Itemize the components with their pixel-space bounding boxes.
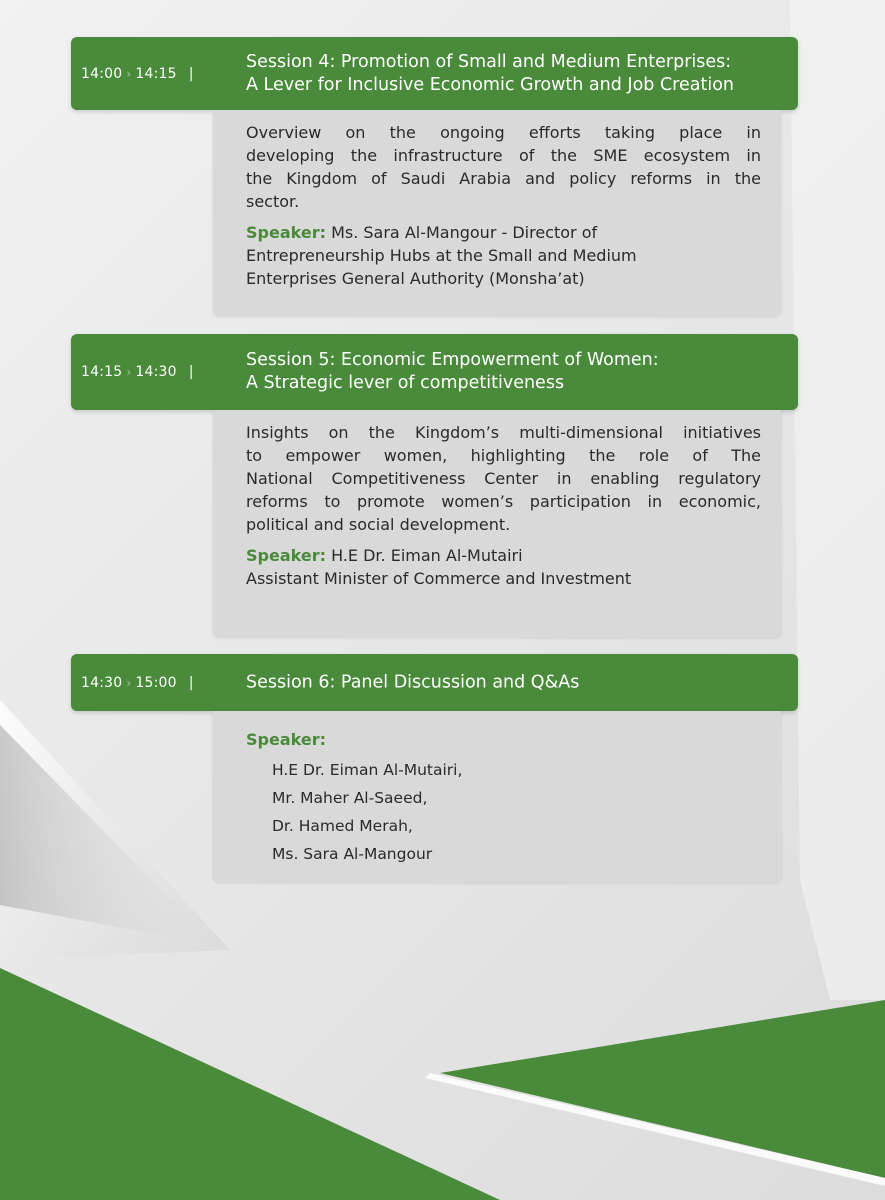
session-5-header [71, 334, 798, 410]
session-6-body [213, 711, 781, 882]
session-5-speaker [246, 544, 761, 590]
session-4-description [246, 121, 761, 213]
session-6-time [81, 675, 194, 691]
chevron-right-icon: › [126, 365, 132, 379]
session-6-end: 15:00 [135, 674, 177, 691]
session-6-title [246, 671, 579, 694]
session-6-header [71, 654, 798, 711]
session-6-start: 14:30 [81, 674, 123, 691]
list-item: Ms. Sara Al-Mangour [272, 845, 433, 863]
session-4-body [213, 110, 781, 316]
time-separator: | [188, 65, 194, 82]
session-5-end: 14:30 [135, 364, 177, 380]
description-line: political and social development. [246, 515, 511, 534]
speaker-label: Speaker: [246, 546, 326, 565]
speaker-line: Assistant Minister of Commerce and Investment [246, 569, 632, 588]
description-line: sector. [246, 192, 300, 211]
session-5-description [246, 421, 761, 536]
description-line: the Kingdom of Saudi Arabia and policy reforms in the [246, 169, 761, 188]
session-5-title-line: Session 5: Economic Empowerment of Women: [246, 350, 659, 370]
chevron-right-icon: › [126, 66, 132, 81]
description-line: Overview on the ongoing efforts taking place in [246, 123, 761, 142]
session-5-time [81, 364, 194, 380]
session-4-start: 14:00 [81, 65, 123, 82]
description-line: Insights on the Kingdom’s multi-dimensional initiatives [246, 423, 761, 442]
session-4-header [71, 37, 798, 110]
chevron-right-icon: › [126, 675, 132, 690]
session-6-title-line: Session 6: Panel Discussion and Q&As [246, 672, 580, 692]
session-4-title-line: A Lever for Inclusive Economic Growth and Job Creation [246, 74, 734, 95]
session-4-title [246, 51, 734, 97]
description-line: developing the infrastructure of the SME ecosystem in [246, 146, 761, 165]
session-5-body [213, 410, 781, 637]
speaker-line: H.E Dr. Eiman Al-Mutairi [331, 546, 523, 565]
speaker-line: Entrepreneurship Hubs at the Small and Medium [246, 246, 637, 265]
session-4-time [81, 66, 194, 82]
session-4-speaker [246, 221, 761, 290]
session-4-title-line: Session 4: Promotion of Small and Medium Enterprises: [246, 51, 732, 72]
session-5-start: 14:15 [81, 364, 123, 380]
list-item: Mr. Maher Al-Saeed, [272, 789, 428, 807]
session-5-title [246, 349, 659, 395]
bg-panel-right [790, 0, 885, 1000]
session-4-end: 14:15 [135, 65, 177, 82]
list-item: H.E Dr. Eiman Al-Mutairi, [272, 761, 463, 779]
time-separator: | [188, 674, 194, 691]
speaker-list [246, 756, 761, 868]
session-6-speaker [246, 728, 761, 751]
description-line: to empower women, highlighting the role of The [246, 446, 761, 465]
description-line: National Competitiveness Center in enabling regulatory [246, 469, 761, 488]
speaker-line: Ms. Sara Al-Mangour - Director of [331, 223, 598, 242]
description-line: reforms to promote women’s participation in economic, [246, 492, 761, 511]
speaker-label: Speaker: [246, 223, 326, 242]
speaker-line: Enterprises General Authority (Monsha’at) [246, 269, 585, 288]
time-separator: | [188, 364, 194, 380]
speaker-label: Speaker: [246, 730, 326, 749]
list-item: Dr. Hamed Merah, [272, 817, 413, 835]
session-5-title-line: A Strategic lever of competitiveness [246, 373, 565, 393]
